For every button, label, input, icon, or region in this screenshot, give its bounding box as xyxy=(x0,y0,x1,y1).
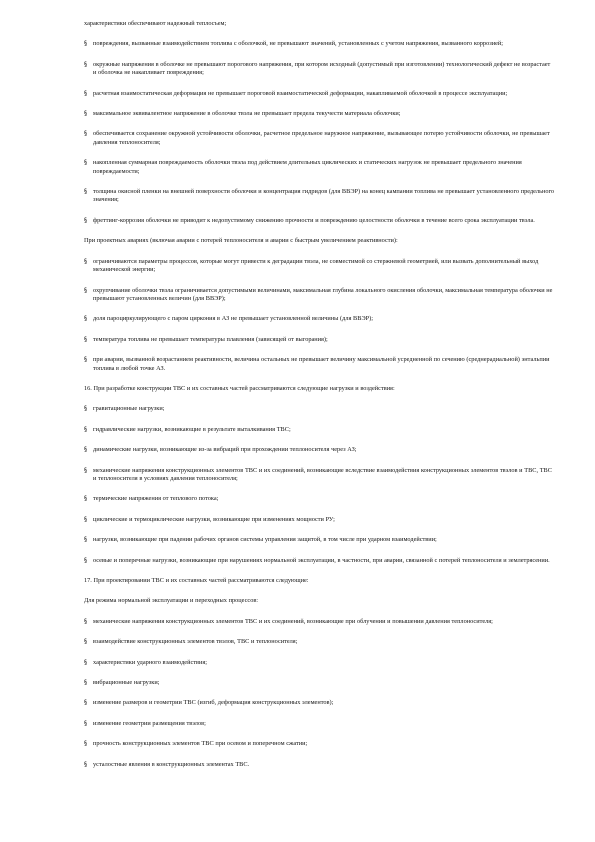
bullet-marker: § xyxy=(84,495,87,503)
bullet-marker: § xyxy=(84,335,87,343)
bullet-marker: § xyxy=(84,658,87,666)
paragraph-text: обеспечивается сохранение окружной устойчивости оболочки, расчетное предельное наружное напряжение, вызывающее потерю устойчивости оболочки, не превышает давления теплоносителя; xyxy=(93,130,550,146)
bullet-paragraph xyxy=(84,495,555,503)
bullet-paragraph xyxy=(84,217,555,225)
paragraph-text: механические напряжения конструкционных элементов ТВС и их соединений, возникающие при облучении и повышении давления теплоносителя; xyxy=(93,617,493,625)
bullet-paragraph xyxy=(84,159,555,176)
bullet-paragraph xyxy=(84,287,555,304)
bullet-marker: § xyxy=(84,405,87,413)
bullet-marker: § xyxy=(84,40,87,48)
bullet-marker: § xyxy=(84,188,87,196)
bullet-paragraph xyxy=(84,258,555,275)
bullet-paragraph xyxy=(84,61,555,78)
bullet-marker: § xyxy=(84,719,87,727)
bullet-paragraph xyxy=(84,720,555,728)
paragraph-text: изменение размеров и геометрии ТВС (изгиб, деформация конструкционных элементов); xyxy=(93,699,334,707)
bullet-paragraph xyxy=(84,740,555,748)
bullet-marker: § xyxy=(84,89,87,97)
bullet-marker: § xyxy=(84,315,87,323)
paragraph-text: расчетная взаимостатическая деформация не превышает пороговой взаимостатической деформации, накапливаемой оболочкой в процессе эксплуатации; xyxy=(93,89,508,97)
paragraph-text: ограничиваются параметры процессов, которые могут привести к деградации твэла, не совместимой со стержневой геометрией, или вызвать дополнительный выход механической энергии; xyxy=(93,257,539,274)
bullet-marker: § xyxy=(84,556,87,564)
text-paragraph: Для режима нормальной эксплуатации и переходных процессов: xyxy=(84,597,259,605)
paragraph-text: динамические нагрузки, возникающие из-за вибраций при прохождении теплоносителя через АЗ; xyxy=(93,446,357,454)
bullet-marker: § xyxy=(84,257,87,265)
bullet-paragraph xyxy=(84,638,555,646)
bullet-paragraph xyxy=(84,679,555,687)
bullet-marker: § xyxy=(84,679,87,687)
paragraph-text: доля пароциркулирующего с паром циркония в АЗ не превышает установленной величины (для ВВЭР); xyxy=(93,315,373,323)
bullet-paragraph xyxy=(84,405,555,413)
bullet-paragraph xyxy=(84,446,555,454)
paragraph-text: осевые и поперечные нагрузки, возникающие при нарушениях нормальной эксплуатации, в частности, при аварии, связанной с потерей теплоносителя и землетрясении. xyxy=(93,556,550,564)
bullet-marker: § xyxy=(84,110,87,118)
bullet-paragraph xyxy=(84,659,555,667)
bullet-paragraph xyxy=(84,356,555,373)
bullet-paragraph xyxy=(84,516,555,524)
bullet-marker: § xyxy=(84,617,87,625)
bullet-marker: § xyxy=(84,286,87,294)
bullet-marker: § xyxy=(84,216,87,224)
paragraph-text: повреждения, вызванные взаимодействием топлива с оболочкой, не превышают значений, установленных с учетом напряжения, вызванного коррозией; xyxy=(93,40,503,48)
bullet-paragraph xyxy=(84,699,555,707)
paragraph-text: фреттинг-коррозия оболочки не приводит к недопустимому снижению прочности и повреждению целостности оболочки в течение всего срока эксплуатации твэла. xyxy=(93,216,535,224)
bullet-paragraph xyxy=(84,536,555,544)
bullet-marker: § xyxy=(84,466,87,474)
paragraph-text: температура топлива не превышает температуры плавления (зависящей от выгорания); xyxy=(93,335,328,343)
bullet-marker: § xyxy=(84,446,87,454)
bullet-paragraph xyxy=(84,110,555,118)
text-paragraph: 17. При проектировании ТВС и их составных частей рассматриваются следующие: xyxy=(84,577,309,584)
bullet-marker: § xyxy=(84,536,87,544)
paragraph-text: прочность конструкционных элементов ТВС при осевом и поперечном сжатии; xyxy=(93,740,308,748)
bullet-marker: § xyxy=(84,356,87,364)
bullet-paragraph xyxy=(84,90,555,98)
paragraph-text: толщина окисной пленки на внешней поверхности оболочки и концентрация гидридов (для ВВЭР) на конец кампании топлива не превышает установленного предельного значения; xyxy=(93,188,555,204)
bullet-marker: § xyxy=(84,159,87,167)
bullet-paragraph xyxy=(84,336,555,344)
bullet-paragraph xyxy=(84,188,555,205)
text-paragraph: 16. При разработке конструкции ТВС и их составных частей рассматриваются следующие нагрузки и воздействия: xyxy=(84,384,395,392)
bullet-paragraph xyxy=(84,557,555,565)
bullet-marker: § xyxy=(84,699,87,707)
bullet-marker: § xyxy=(84,740,87,748)
bullet-marker: § xyxy=(84,60,87,68)
bullet-paragraph xyxy=(84,618,555,626)
paragraph-text: изменение геометрии размещения твэлов; xyxy=(93,719,206,727)
paragraph-text: вибрационные нагрузки; xyxy=(93,679,160,687)
bullet-marker: § xyxy=(84,515,87,523)
paragraph-text: взаимодействие конструкционных элементов твэлов, ТВС и теплоносителя; xyxy=(93,638,298,646)
paragraph-text: характеристики ударного взаимодействия; xyxy=(93,658,208,666)
bullet-paragraph xyxy=(84,467,555,484)
bullet-marker: § xyxy=(84,425,87,433)
bullet-paragraph xyxy=(84,315,555,323)
bullet-paragraph xyxy=(84,130,555,147)
paragraph-text: гидравлические нагрузки, возникающие в результате выталкивания ТВС; xyxy=(93,425,291,433)
text-paragraph: характеристики обеспечивают надежный теплосъем; xyxy=(84,20,227,27)
text-paragraph: При проектных авариях (включая аварии с потерей теплоносителя и аварии с быстрым увеличением реактивности): xyxy=(84,237,398,245)
paragraph-text: циклические и термоциклические нагрузки, возникающие при изменениях мощности РУ; xyxy=(93,515,335,523)
paragraph-text: охрупчивание оболочки твэла ограничивается допустимыми величинами, максимальная глубина локального окисления оболочки, максимальная температура оболочки не превышают установленных величин (для ВВЭР); xyxy=(93,286,553,302)
paragraph-text: гравитационные нагрузки; xyxy=(93,405,165,413)
bullet-marker: § xyxy=(84,760,87,768)
bullet-marker: § xyxy=(84,130,87,138)
paragraph-text: при аварии, вызванной возрастанием реактивности, величина остальных не превышает величину максимальной усредненной по сечению (среднерадиальной) энтальпии топлива в любой точке АЗ. xyxy=(93,356,550,372)
bullet-paragraph xyxy=(84,426,555,434)
bullet-paragraph xyxy=(84,40,555,48)
paragraph-text: усталостные явления в конструкционных элементах ТВС. xyxy=(93,760,250,768)
paragraph-text: максимальное эквивалентное напряжение в оболочке твэла не превышает предела текучести материала оболочки; xyxy=(93,110,401,118)
bullet-paragraph xyxy=(84,761,555,769)
paragraph-text: термические напряжения от теплового потока; xyxy=(93,495,219,503)
paragraph-text: механические напряжения конструкционных элементов ТВС и их соединений, возникающие вследствие взаимодействия конструкционных элементов твэлов и ТВС, ТВС и теплоносителя в условиях давления теплоносителя; xyxy=(93,466,552,482)
paragraph-text: нагрузки, возникающие при падении рабочих органов системы управления защитой, в том числе при ударном взаимодействии; xyxy=(93,536,437,544)
bullet-marker: § xyxy=(84,638,87,646)
paragraph-text: окружные напряжения в оболочке не превышают порогового напряжения, при котором исходный (допустимый при изготовлении) технологический дефект не возрастает и оболочка не накапливает повреждения; xyxy=(93,60,551,77)
paragraph-text: накопленная суммарная повреждаемость оболочки твэла под действием длительных циклических и статических нагрузок не превышает предельного значения повреждаемости; xyxy=(93,159,522,175)
